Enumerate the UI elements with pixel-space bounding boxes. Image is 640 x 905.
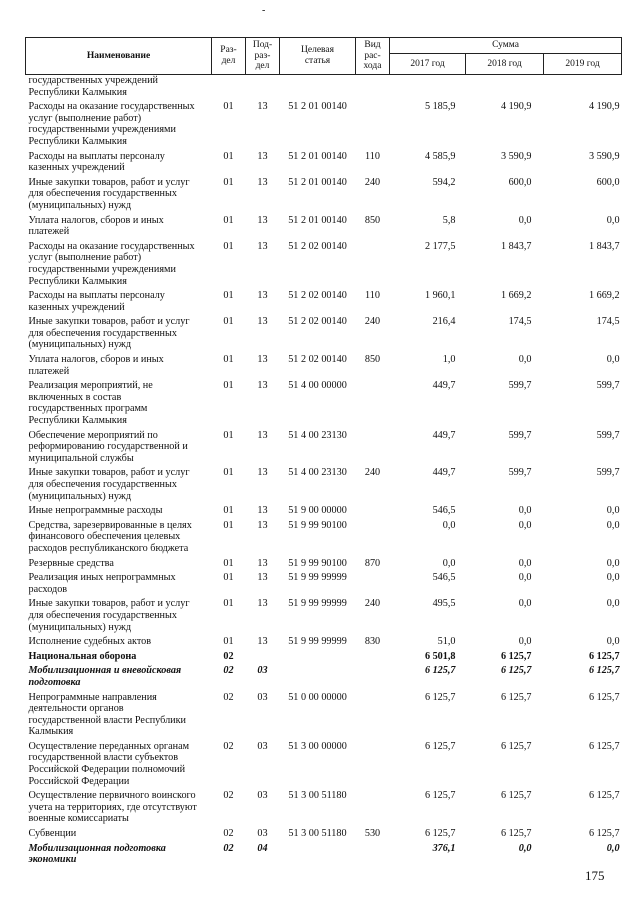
row-expense-type: 240	[364, 176, 381, 188]
table-header	[26, 38, 622, 75]
row-podrazdel: 03	[257, 665, 268, 677]
row-amount-2018: 0,0	[518, 214, 532, 226]
row-amount-2017: 51,0	[437, 636, 456, 648]
table-row	[26, 787, 622, 825]
row-expense-type: 530	[364, 828, 381, 840]
row-amount-2019: 6 125,7	[588, 665, 620, 677]
row-name: Расходы на выплаты персоналу казенных учреждений	[28, 290, 165, 313]
row-razdel: 02	[223, 691, 234, 703]
row-amount-2019	[544, 75, 622, 99]
table-row	[26, 238, 622, 287]
row-amount-2017: 6 125,7	[424, 665, 456, 677]
row-name: Резервные средства	[28, 557, 114, 569]
row-name: Иные закупки товаров, работ и услуг для обеспечения государственных (муниципальных) нужд	[28, 467, 190, 502]
row-name: Субвенции	[28, 828, 77, 840]
row-amount-2018	[466, 75, 544, 99]
row-podrazdel: 13	[257, 429, 268, 441]
row-expense-type	[356, 787, 390, 825]
row-podrazdel: 13	[257, 467, 268, 479]
row-expense-type: 870	[364, 557, 381, 569]
row-amount-2017: 2 177,5	[424, 240, 456, 252]
row-podrazdel: 03	[257, 790, 268, 802]
row-amount-2018: 0,0	[518, 636, 532, 648]
row-amount-2019: 0,0	[606, 354, 620, 366]
row-name: Непрограммные направления деятельности органов государственной власти Республики Калмыкия	[28, 691, 187, 738]
row-podrazdel: 13	[257, 572, 268, 584]
row-target: 51 9 99 99999	[288, 572, 347, 584]
row-amount-2017: 546,5	[432, 572, 456, 584]
row-expense-type	[356, 502, 390, 517]
row-name: Реализация мероприятий, не включенных в состав государственных программ Республики Калмыкия	[28, 380, 153, 427]
table-row	[26, 377, 622, 426]
row-target	[280, 840, 356, 866]
header-sum: Сумма	[390, 38, 622, 54]
table-row	[26, 212, 622, 238]
row-amount-2017: 5,8	[442, 214, 456, 226]
row-amount-2019: 1 669,2	[588, 290, 620, 302]
row-razdel: 01	[223, 176, 234, 188]
table-row	[26, 98, 622, 147]
row-amount-2019: 0,0	[606, 505, 620, 517]
header-razdel-text: Раз- дел	[220, 45, 237, 66]
table-row	[26, 648, 622, 663]
row-podrazdel: 03	[257, 828, 268, 840]
row-amount-2018: 1 669,2	[500, 290, 532, 302]
table-row	[26, 595, 622, 633]
row-amount-2018: 0,0	[518, 519, 532, 531]
row-podrazdel: 03	[257, 691, 268, 703]
row-target: 51 9 99 99999	[288, 598, 347, 610]
row-amount-2017: 1 960,1	[424, 290, 456, 302]
row-expense-type: 850	[364, 354, 381, 366]
row-name: Исполнение судебных актов	[28, 636, 152, 648]
row-podrazdel: 13	[257, 316, 268, 328]
row-expense-type: 240	[364, 598, 381, 610]
header-expense-type	[356, 38, 390, 75]
row-amount-2019: 599,7	[596, 429, 620, 441]
table-row	[26, 174, 622, 212]
row-amount-2017: 6 125,7	[424, 828, 456, 840]
row-podrazdel: 13	[257, 557, 268, 569]
row-razdel: 02	[223, 650, 234, 662]
row-target: 51 2 01 00140	[288, 150, 347, 162]
row-amount-2017: 6 125,7	[424, 740, 456, 752]
table-row	[26, 517, 622, 555]
row-amount-2019: 3 590,9	[588, 150, 620, 162]
row-target: 51 0 00 00000	[288, 691, 347, 703]
row-amount-2019: 6 125,7	[588, 740, 620, 752]
row-amount-2019: 0,0	[606, 214, 620, 226]
row-amount-2019: 0,0	[606, 598, 620, 610]
row-name: Расходы на выплаты персоналу казенных учреждений	[28, 150, 165, 174]
table-body	[26, 75, 622, 866]
row-podrazdel: 13	[257, 176, 268, 188]
row-amount-2018: 599,7	[508, 380, 532, 392]
row-name: Иные закупки товаров, работ и услуг для обеспечения государственных (муниципальных) нужд	[28, 176, 190, 211]
row-amount-2018: 174,5	[508, 316, 532, 328]
header-expense-type-text: Вид рас- хода	[363, 39, 382, 72]
table-row	[26, 351, 622, 377]
row-amount-2018: 0,0	[518, 572, 532, 584]
row-amount-2017	[390, 75, 466, 99]
header-podrazdel-text: Под- раз- дел	[252, 39, 273, 72]
row-target: 51 9 00 00000	[288, 505, 347, 517]
row-name: Расходы на оказание государственных услуг (выполнение работ) государственными учреждениями Республики Калмыкия	[28, 240, 195, 287]
row-amount-2017: 216,4	[432, 316, 456, 328]
row-name: Уплата налогов, сборов и иных платежей	[28, 354, 164, 377]
row-target: 51 9 99 90100	[288, 557, 347, 569]
row-name: государственных учреждений Республики Калмыкия	[28, 75, 158, 98]
row-amount-2019: 599,7	[596, 380, 620, 392]
row-expense-type	[356, 427, 390, 465]
header-year-2019: 2019 год	[544, 54, 622, 75]
row-razdel: 02	[223, 790, 234, 802]
row-expense-type: 110	[365, 290, 380, 302]
row-razdel: 01	[223, 572, 234, 584]
row-amount-2018: 600,0	[508, 176, 532, 188]
row-amount-2017: 6 125,7	[424, 790, 456, 802]
row-podrazdel	[246, 75, 280, 99]
row-name: Мобилизационная и вневойсковая подготовка	[28, 665, 182, 688]
row-razdel: 01	[223, 467, 234, 479]
row-podrazdel: 04	[257, 842, 268, 854]
row-name: Уплата налогов, сборов и иных платежей	[28, 214, 164, 238]
row-podrazdel: 13	[257, 240, 268, 252]
row-podrazdel: 13	[257, 101, 268, 113]
row-amount-2019: 0,0	[606, 636, 620, 648]
row-razdel: 01	[223, 598, 234, 610]
row-target: 51 4 00 23130	[288, 429, 347, 441]
row-expense-type	[356, 377, 390, 426]
row-target	[280, 648, 356, 663]
row-razdel: 02	[223, 665, 234, 677]
row-amount-2017: 594,2	[432, 176, 456, 188]
table-row	[26, 825, 622, 840]
row-amount-2018: 6 125,7	[500, 790, 532, 802]
table-row	[26, 738, 622, 787]
row-amount-2017: 0,0	[442, 557, 456, 569]
top-mark: -	[262, 5, 266, 16]
row-target: 51 4 00 00000	[288, 380, 347, 392]
row-podrazdel: 13	[257, 380, 268, 392]
row-amount-2018: 6 125,7	[500, 691, 532, 703]
table-row	[26, 569, 622, 595]
row-razdel: 01	[223, 214, 234, 226]
row-name: Осуществление переданных органам государственной власти субъектов Российской Федерации полномочий Российской Федерации	[28, 740, 190, 787]
row-target: 51 2 02 00140	[288, 354, 347, 366]
row-amount-2018: 6 125,7	[500, 650, 532, 662]
row-expense-type: 850	[364, 214, 381, 226]
header-year-2017: 2017 год	[390, 54, 466, 75]
row-target: 51 2 01 00140	[288, 214, 347, 226]
table-row	[26, 75, 622, 99]
row-target: 51 2 01 00140	[288, 101, 347, 113]
row-name: Национальная оборона	[28, 650, 137, 662]
row-name: Осуществление первичного воинского учета на территориях, где отсутствуют военные комиссариаты	[28, 790, 197, 825]
table-row	[26, 148, 622, 174]
row-podrazdel: 13	[257, 598, 268, 610]
header-name: Наименование	[26, 38, 212, 75]
row-podrazdel	[246, 648, 280, 663]
row-amount-2019: 6 125,7	[588, 828, 620, 840]
row-expense-type	[356, 569, 390, 595]
row-podrazdel: 13	[257, 636, 268, 648]
row-razdel: 01	[223, 519, 234, 531]
row-amount-2018: 0,0	[518, 842, 532, 854]
row-amount-2018: 0,0	[518, 354, 532, 366]
header-podrazdel	[246, 38, 280, 75]
row-amount-2019: 6 125,7	[588, 790, 620, 802]
row-razdel: 01	[223, 150, 234, 162]
row-amount-2017: 546,5	[432, 505, 456, 517]
table-row	[26, 287, 622, 313]
row-amount-2017: 495,5	[432, 598, 456, 610]
row-expense-type	[356, 75, 390, 99]
row-amount-2017: 449,7	[432, 380, 456, 392]
table-row	[26, 502, 622, 517]
row-expense-type: 240	[364, 316, 381, 328]
row-razdel	[212, 75, 246, 99]
table-row	[26, 464, 622, 502]
row-razdel: 01	[223, 316, 234, 328]
row-name: Иные закупки товаров, работ и услуг для обеспечения государственных (муниципальных) нужд	[28, 316, 190, 351]
row-razdel: 01	[223, 240, 234, 252]
row-amount-2019: 600,0	[596, 176, 620, 188]
row-razdel: 01	[223, 354, 234, 366]
row-podrazdel: 13	[257, 214, 268, 226]
row-razdel: 01	[223, 101, 234, 113]
row-target: 51 3 00 00000	[288, 740, 347, 752]
row-amount-2018: 6 125,7	[500, 665, 532, 677]
row-amount-2019: 6 125,7	[588, 650, 620, 662]
header-year-2018: 2018 год	[466, 54, 544, 75]
row-razdel: 02	[223, 740, 234, 752]
row-amount-2017: 449,7	[432, 429, 456, 441]
table-row	[26, 840, 622, 866]
row-amount-2019: 599,7	[596, 467, 620, 479]
row-amount-2019: 174,5	[596, 316, 620, 328]
row-razdel: 01	[223, 636, 234, 648]
row-razdel: 01	[223, 380, 234, 392]
header-target-text: Целевая статья	[301, 45, 334, 66]
row-razdel: 02	[223, 842, 234, 854]
row-amount-2019: 4 190,9	[588, 101, 620, 113]
row-podrazdel: 13	[257, 290, 268, 302]
row-target: 51 2 02 00140	[288, 316, 347, 328]
row-expense-type	[356, 840, 390, 866]
table-row	[26, 313, 622, 351]
row-podrazdel: 03	[257, 740, 268, 752]
budget-table	[25, 37, 622, 866]
row-name: Иные закупки товаров, работ и услуг для обеспечения государственных (муниципальных) нужд	[28, 598, 190, 633]
row-amount-2019: 0,0	[606, 519, 620, 531]
row-amount-2018: 0,0	[518, 505, 532, 517]
table-row	[26, 427, 622, 465]
row-name: Обеспечение мероприятий по реформированию государственной и муниципальной службы	[28, 429, 188, 464]
header-razdel	[212, 38, 246, 75]
row-target: 51 2 02 00140	[288, 290, 347, 302]
row-amount-2017: 449,7	[432, 467, 456, 479]
row-target	[280, 662, 356, 688]
row-expense-type	[356, 738, 390, 787]
row-razdel: 01	[223, 429, 234, 441]
row-expense-type	[356, 98, 390, 147]
row-target: 51 9 99 90100	[288, 519, 347, 531]
row-razdel: 01	[223, 557, 234, 569]
row-amount-2018: 6 125,7	[500, 828, 532, 840]
row-target	[280, 75, 356, 99]
row-razdel: 02	[223, 828, 234, 840]
row-target: 51 3 00 51180	[288, 828, 347, 840]
row-expense-type	[356, 648, 390, 663]
row-amount-2017: 0,0	[442, 519, 456, 531]
table-row	[26, 633, 622, 648]
row-target: 51 9 99 99999	[288, 636, 347, 648]
row-amount-2017: 6 125,7	[424, 691, 456, 703]
row-name: Расходы на оказание государственных услуг (выполнение работ) государственными учреждениями Республики Калмыкия	[28, 101, 195, 147]
row-amount-2017: 4 585,9	[424, 150, 456, 162]
row-amount-2018: 0,0	[518, 557, 532, 569]
row-amount-2018: 3 590,9	[500, 150, 532, 162]
row-amount-2018: 6 125,7	[500, 740, 532, 752]
row-amount-2019: 6 125,7	[588, 691, 620, 703]
row-amount-2017: 6 501,8	[424, 650, 456, 662]
header-target	[280, 38, 356, 75]
row-target: 51 2 01 00140	[288, 176, 347, 188]
row-podrazdel: 13	[257, 505, 268, 517]
row-expense-type	[356, 689, 390, 738]
row-expense-type	[356, 517, 390, 555]
row-name: Мобилизационная подготовка экономики	[28, 842, 166, 866]
row-podrazdel: 13	[257, 354, 268, 366]
row-expense-type: 830	[364, 636, 381, 648]
row-amount-2017: 1,0	[442, 354, 456, 366]
table-row	[26, 555, 622, 570]
row-name: Иные непрограммные расходы	[28, 505, 163, 517]
row-razdel: 01	[223, 505, 234, 517]
page-number: 175	[585, 868, 605, 883]
row-amount-2018: 1 843,7	[500, 240, 532, 252]
row-amount-2018: 4 190,9	[500, 101, 532, 113]
row-amount-2017: 376,1	[432, 842, 456, 854]
row-podrazdel: 13	[257, 519, 268, 531]
row-amount-2019: 0,0	[606, 572, 620, 584]
row-amount-2019: 0,0	[606, 557, 620, 569]
table-row	[26, 662, 622, 688]
table-row	[26, 689, 622, 738]
row-target: 51 4 00 23130	[288, 467, 347, 479]
row-podrazdel: 13	[257, 150, 268, 162]
row-expense-type	[356, 238, 390, 287]
row-amount-2018: 599,7	[508, 467, 532, 479]
row-amount-2018: 599,7	[508, 429, 532, 441]
row-name: Средства, зарезервированные в целях финансового обеспечения целевых расходов республиканского бюджета	[28, 519, 192, 554]
row-expense-type	[356, 662, 390, 688]
row-amount-2018: 0,0	[518, 598, 532, 610]
row-amount-2017: 5 185,9	[424, 101, 456, 113]
row-target: 51 2 02 00140	[288, 240, 347, 252]
row-target: 51 3 00 51180	[288, 790, 347, 802]
row-amount-2019: 0,0	[606, 842, 620, 854]
row-expense-type: 110	[365, 150, 380, 162]
row-expense-type: 240	[364, 467, 381, 479]
row-name: Реализация иных непрограммных расходов	[28, 572, 176, 595]
row-razdel: 01	[223, 290, 234, 302]
row-amount-2019: 1 843,7	[588, 240, 620, 252]
